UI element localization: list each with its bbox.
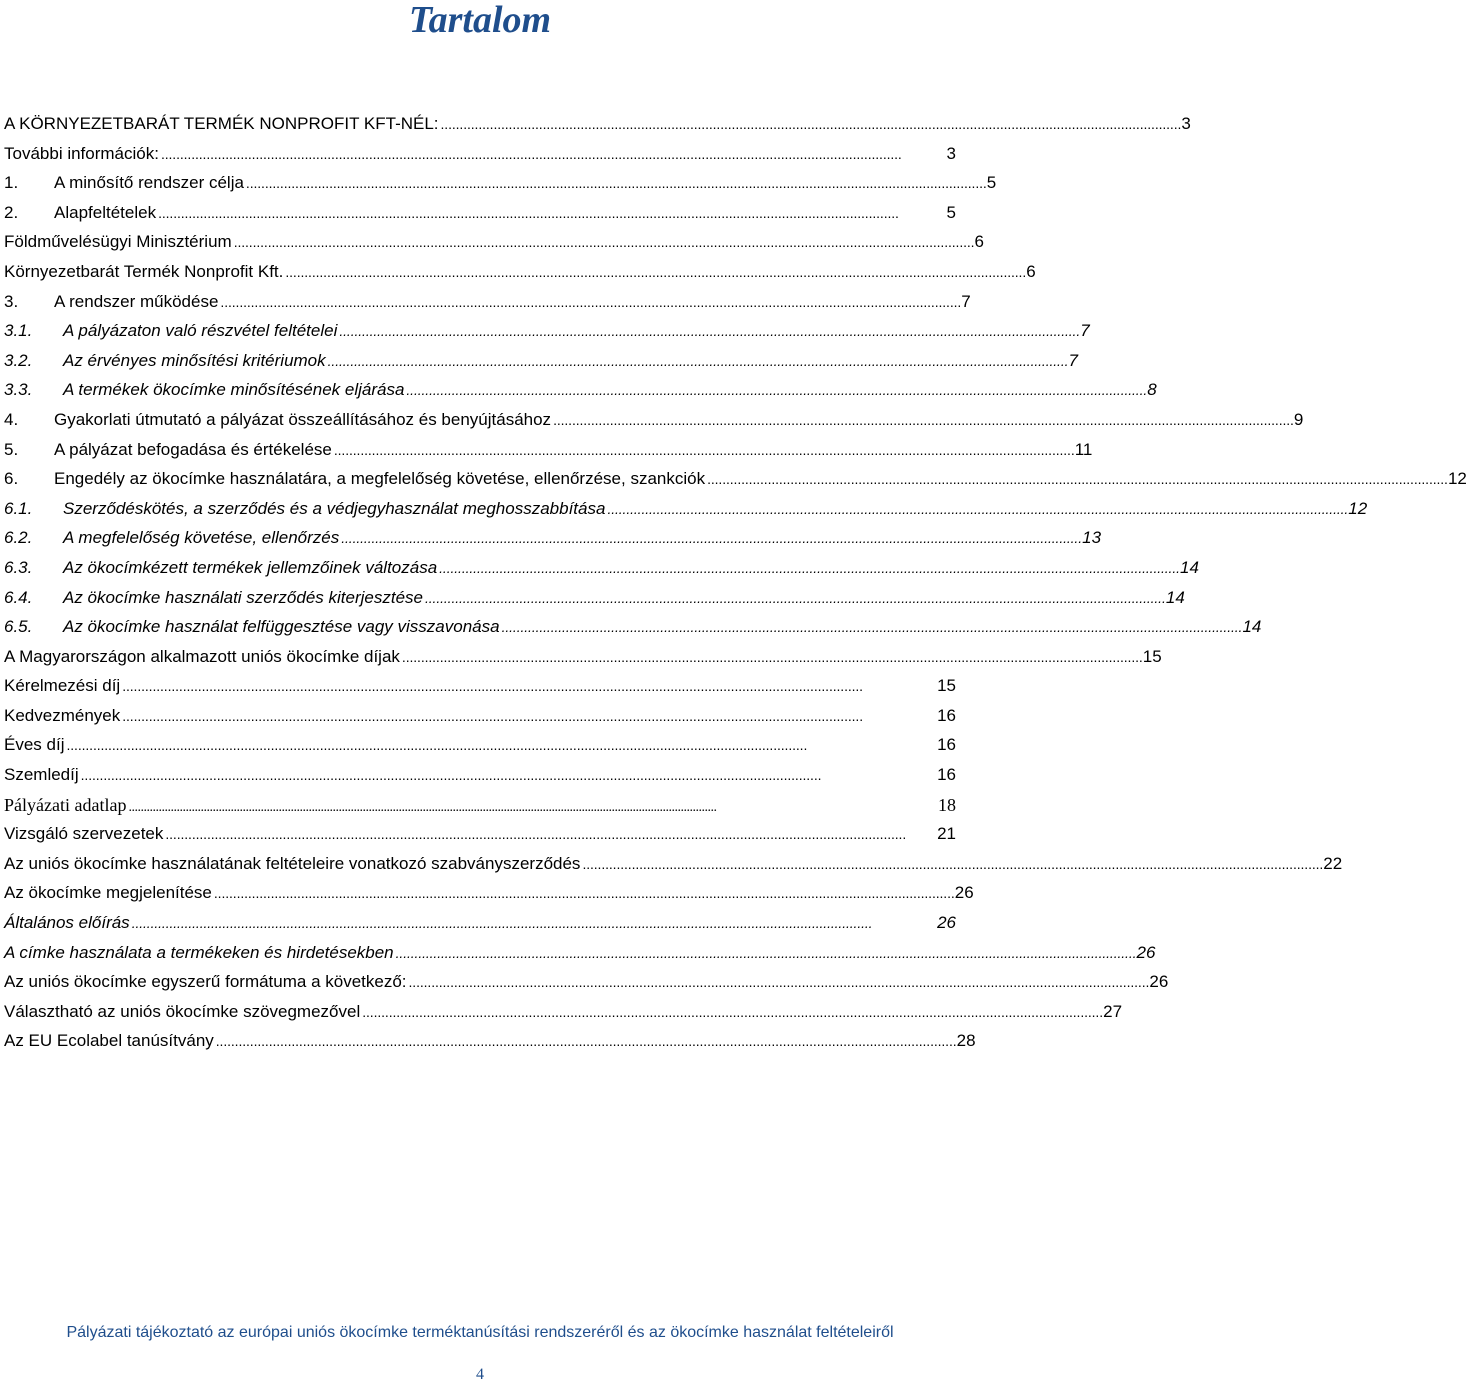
- dot-leader: [402, 647, 1141, 667]
- dot-leader: [122, 706, 935, 726]
- dot-leader: [328, 351, 1067, 371]
- dot-leader: [214, 883, 953, 903]
- toc-entry[interactable]: [4, 765, 956, 795]
- toc-entry-number: 3.3.: [4, 380, 33, 400]
- toc-entry-label: A megfelelőség követése, ellenőrzés: [63, 528, 340, 548]
- toc-entry-label: Szemledíj: [4, 765, 79, 785]
- toc-entry-page: 26: [1149, 972, 1169, 992]
- toc-entry[interactable]: [4, 409, 1304, 440]
- dot-leader: [425, 588, 1164, 608]
- dot-leader: [122, 676, 935, 696]
- toc-entry[interactable]: [4, 291, 971, 322]
- toc-entry[interactable]: [4, 795, 956, 825]
- toc-entry[interactable]: [4, 883, 974, 913]
- toc-entry[interactable]: [4, 203, 956, 233]
- toc-entry-number: 6.4.: [4, 587, 33, 607]
- toc-entry[interactable]: [4, 913, 956, 943]
- dot-leader: [128, 795, 936, 816]
- toc-entry-page: 26: [937, 913, 956, 933]
- toc-entry[interactable]: [4, 557, 1199, 588]
- toc-entry-label: Az ökocímke használati szerződés kiterjesztése: [63, 587, 423, 607]
- toc-entry-page: 26: [1136, 942, 1156, 962]
- toc-entry[interactable]: [4, 144, 956, 174]
- toc-entry-page: 7: [961, 291, 971, 311]
- toc-entry-page: 15: [937, 676, 956, 696]
- toc-entry-page: 11: [1074, 439, 1093, 459]
- toc-entry-page: 8: [1147, 380, 1157, 400]
- toc-entry-label: Az ökocímke megjelenítése: [4, 883, 212, 903]
- toc-entry-label: A rendszer működése: [54, 291, 219, 311]
- toc-entry[interactable]: [4, 173, 997, 203]
- toc-entry-page: 3: [1181, 114, 1191, 133]
- toc-entry-page: 5: [986, 173, 997, 193]
- toc-entry-page: 18: [938, 794, 956, 815]
- toc-entry-number: 6.3.: [4, 557, 33, 577]
- toc-entry-label: Választható az uniós ökocímke szövegmezővel: [4, 1001, 361, 1021]
- toc-entry-label: Gyakorlati útmutató a pályázat összeállításához és benyújtásához: [54, 409, 552, 429]
- toc-entry-label: A pályázaton való részvétel feltételei: [63, 321, 338, 341]
- toc-entry-page: 15: [1142, 646, 1162, 666]
- dot-leader: [339, 321, 1078, 341]
- toc-entry[interactable]: [4, 972, 1169, 1002]
- toc-entry-label: Földművelésügyi Minisztérium: [4, 232, 232, 252]
- toc-entry-page: 14: [1165, 587, 1185, 607]
- table-of-contents: [4, 114, 1467, 1061]
- toc-entry-number: 6.5.: [4, 617, 33, 637]
- toc-entry-page: 7: [1068, 350, 1078, 370]
- toc-entry[interactable]: [4, 942, 1156, 973]
- dot-leader: [81, 765, 935, 785]
- toc-entry-number: 3.1.: [4, 321, 33, 341]
- toc-entry[interactable]: [4, 853, 1343, 884]
- toc-entry-page: 16: [937, 765, 956, 785]
- toc-entry[interactable]: [4, 114, 1191, 144]
- toc-entry[interactable]: [4, 1031, 976, 1061]
- toc-entry[interactable]: [4, 587, 1185, 618]
- dot-leader: [165, 824, 935, 844]
- toc-entry-page: 7: [1080, 321, 1090, 341]
- toc-entry-number: 1.: [4, 173, 19, 193]
- toc-entry-page: 13: [1082, 528, 1102, 548]
- toc-entry-label: A címke használata a termékeken és hirdetésekben: [4, 942, 394, 962]
- toc-entry[interactable]: [4, 1001, 1123, 1032]
- toc-entry-label: Környezetbarát Termék Nonprofit Kft.: [4, 261, 284, 281]
- toc-entry-number: 5.: [4, 439, 19, 459]
- toc-entry-page: 3: [946, 143, 956, 163]
- toc-entry[interactable]: [4, 735, 956, 765]
- dot-leader: [441, 114, 1180, 134]
- toc-entry-page: 6: [1026, 261, 1036, 281]
- toc-entry-label: További információk:: [4, 143, 159, 163]
- toc-entry-page: 16: [937, 705, 956, 725]
- toc-entry[interactable]: [4, 469, 1467, 499]
- toc-entry-number: 6.: [4, 469, 19, 489]
- toc-entry[interactable]: [4, 261, 1036, 292]
- toc-entry-page: 12: [1348, 498, 1368, 518]
- toc-entry[interactable]: [4, 676, 956, 706]
- dot-leader: [707, 469, 1446, 489]
- dot-leader: [582, 854, 1321, 874]
- toc-entry-label: A KÖRNYEZETBARÁT TERMÉK NONPROFIT KFT-NÉL:: [4, 114, 439, 133]
- toc-entry-label: Szerződéskötés, a szerződés és a védjegyhasználat meghosszabbítása: [63, 498, 606, 518]
- toc-entry-number: 2.: [4, 202, 19, 222]
- toc-entry-label: Vizsgáló szervezetek: [4, 824, 164, 844]
- page-footer: Pályázati tájékoztató az európai uniós ökocímke terméktanúsítási rendszeréről és az ökocímke használat feltételeiről: [66, 1324, 894, 1341]
- dot-leader: [246, 173, 985, 193]
- toc-entry-label: Az uniós ökocímke használatának feltételeire vonatkozó szabványszerződés: [4, 853, 581, 873]
- toc-entry[interactable]: [4, 232, 985, 262]
- dot-leader: [553, 410, 1292, 430]
- dot-leader: [285, 262, 1024, 282]
- dot-leader: [396, 943, 1135, 963]
- toc-entry-number: 3.2.: [4, 350, 33, 370]
- toc-entry-label: Az ökocímke használat felfüggesztése vagy visszavonása: [63, 617, 500, 637]
- toc-entry-page: 14: [1242, 617, 1262, 637]
- toc-entry[interactable]: [4, 706, 956, 736]
- dot-leader: [439, 558, 1178, 578]
- toc-entry-page: 12: [1447, 469, 1467, 489]
- toc-entry[interactable]: [4, 824, 956, 854]
- toc-entry-number: 3.: [4, 291, 19, 311]
- dot-leader: [161, 144, 945, 164]
- toc-entry[interactable]: [4, 380, 1157, 410]
- dot-leader: [362, 1002, 1101, 1022]
- toc-entry-label: Általános előírás: [4, 913, 130, 933]
- toc-entry[interactable]: [4, 646, 1162, 677]
- dot-leader: [406, 380, 1145, 400]
- toc-entry-label: A termékek ökocímke minősítésének eljárása: [63, 380, 405, 400]
- toc-entry-label: Kedvezmények: [4, 705, 121, 725]
- dot-leader: [334, 440, 1073, 460]
- toc-entry-label: Pályázati adatlap: [4, 794, 127, 815]
- dot-leader: [341, 528, 1080, 548]
- toc-entry-number: 6.1.: [4, 498, 33, 518]
- dot-leader: [409, 972, 1148, 992]
- dot-leader: [132, 913, 935, 933]
- toc-entry-label: Engedély az ökocímke használatára, a megfelelőség követése, ellenőrzése, szankciók: [54, 469, 706, 489]
- toc-entry[interactable]: [4, 350, 1078, 381]
- toc-entry-label: Az EU Ecolabel tanúsítvány: [4, 1031, 214, 1051]
- dot-leader: [158, 203, 944, 223]
- toc-entry-page: 22: [1323, 853, 1343, 873]
- toc-entry[interactable]: [4, 439, 1093, 470]
- toc-entry-label: Az érvényes minősítési kritériumok: [63, 350, 326, 370]
- page-title: Tartalom: [408, 0, 552, 41]
- toc-entry[interactable]: [4, 498, 1368, 529]
- dot-leader: [234, 232, 973, 252]
- toc-entry-page: 6: [974, 232, 985, 252]
- toc-entry-label: Éves díj: [4, 735, 65, 755]
- toc-entry-page: 16: [937, 735, 956, 755]
- toc-entry-page: 27: [1103, 1001, 1123, 1021]
- toc-entry-page: 14: [1180, 557, 1199, 577]
- dot-leader: [66, 735, 935, 755]
- toc-entry[interactable]: [4, 321, 1090, 351]
- dot-leader: [607, 499, 1346, 519]
- toc-entry-label: A Magyarországon alkalmazott uniós ökocímke díjak: [4, 646, 400, 666]
- dot-leader: [216, 1031, 955, 1051]
- toc-entry-label: A minősítő rendszer célja: [54, 173, 244, 193]
- toc-entry-number: 4.: [4, 409, 19, 429]
- toc-entry-label: Alapfeltételek: [54, 202, 157, 222]
- toc-entry-page: 26: [954, 883, 974, 903]
- toc-entry-label: Az ökocímkézett termékek jellemzőinek változása: [63, 557, 438, 577]
- toc-entry[interactable]: [4, 528, 1102, 558]
- page-number: 4: [476, 1366, 484, 1383]
- toc-entry-page: 28: [956, 1031, 976, 1051]
- toc-entry-page: 9: [1293, 409, 1304, 429]
- toc-entry-page: 21: [937, 824, 956, 844]
- toc-entry-page: 5: [946, 202, 956, 222]
- toc-entry-number: 6.2.: [4, 528, 33, 548]
- toc-entry[interactable]: [4, 617, 1262, 647]
- toc-entry-label: A pályázat befogadása és értékelése: [54, 439, 332, 459]
- toc-entry-label: Kérelmezési díj: [4, 676, 121, 696]
- dot-leader: [220, 292, 959, 312]
- dot-leader: [502, 617, 1241, 637]
- toc-entry-label: Az uniós ökocímke egyszerű formátuma a következő:: [4, 972, 407, 992]
